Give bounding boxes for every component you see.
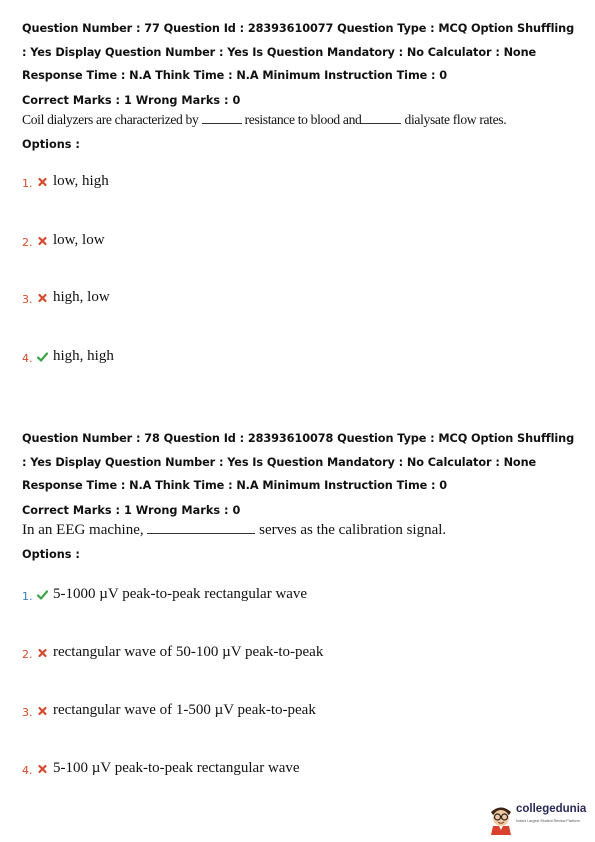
option-item[interactable] xyxy=(22,227,105,249)
stem-part: Coil dialyzers are characterized by xyxy=(22,111,199,127)
option-number: 2. xyxy=(22,236,33,249)
question-meta: Question Number : 77 Question Id : 28393610077 Question Type : MCQ Option Shuffling : Yes Display Question Number : Yes Is Question Mandatory : No Calculator : None Response Time : N.A Think Time : N.A Minimum Instruction Time : 0 xyxy=(22,22,575,82)
cross-icon xyxy=(36,647,49,659)
options-label: Options : xyxy=(22,547,80,561)
option-text: rectangular wave of 50-100 µV peak-to-peak xyxy=(53,644,324,660)
cross-icon xyxy=(36,176,49,188)
question-stem xyxy=(22,111,577,129)
option-text: 5-100 µV peak-to-peak rectangular wave xyxy=(53,760,300,776)
option-item[interactable] xyxy=(22,755,300,777)
question-77 xyxy=(22,17,577,153)
option-number: 1. xyxy=(22,177,33,190)
option-item[interactable] xyxy=(22,343,114,365)
stem-part: dialysate flow rates. xyxy=(404,111,507,127)
question-78 xyxy=(22,427,577,563)
option-number: 3. xyxy=(22,293,33,306)
question-meta: Question Number : 78 Question Id : 28393610078 Question Type : MCQ Option Shuffling : Yes Display Question Number : Yes Is Question Mandatory : No Calculator : None Response Time : N.A Think Time : N.A Minimum Instruction Time : 0 xyxy=(22,432,575,492)
question-stem xyxy=(22,521,577,539)
option-text: high, high xyxy=(53,348,114,364)
option-number: 4. xyxy=(22,352,33,365)
option-text: low, high xyxy=(53,173,109,189)
options-label: Options : xyxy=(22,137,80,151)
answer-blank xyxy=(361,111,401,124)
mascot-icon xyxy=(487,801,515,835)
question-marks: Correct Marks : 1 Wrong Marks : 0 xyxy=(22,503,241,517)
option-number: 1. xyxy=(22,590,33,603)
question-marks: Correct Marks : 1 Wrong Marks : 0 xyxy=(22,93,241,107)
logo-tagline: India's Largest Student Review Platform xyxy=(516,819,580,823)
option-number: 3. xyxy=(22,706,33,719)
logo-name: collegedunia xyxy=(516,803,587,815)
stem-part: In an EEG machine, xyxy=(22,521,144,538)
option-text: low, low xyxy=(53,232,105,248)
stem-part: resistance to blood and xyxy=(244,111,362,127)
option-item[interactable] xyxy=(22,639,323,661)
stem-part: serves as the calibration signal. xyxy=(259,521,447,538)
cross-icon xyxy=(36,235,49,247)
option-number: 2. xyxy=(22,648,33,661)
answer-blank xyxy=(147,521,255,534)
check-icon xyxy=(36,351,49,363)
option-number: 4. xyxy=(22,764,33,777)
option-text: rectangular wave of 1-500 µV peak-to-peak xyxy=(53,702,316,718)
option-item[interactable] xyxy=(22,581,307,603)
cross-icon xyxy=(36,763,49,775)
option-text: high, low xyxy=(53,289,110,305)
option-item[interactable] xyxy=(22,284,110,306)
option-text: 5-1000 µV peak-to-peak rectangular wave xyxy=(53,586,308,602)
answer-blank xyxy=(202,111,242,124)
check-icon xyxy=(36,589,49,601)
collegedunia-logo xyxy=(487,800,587,836)
option-item[interactable] xyxy=(22,168,109,190)
cross-icon xyxy=(36,705,49,717)
option-item[interactable] xyxy=(22,697,316,719)
cross-icon xyxy=(36,292,49,304)
